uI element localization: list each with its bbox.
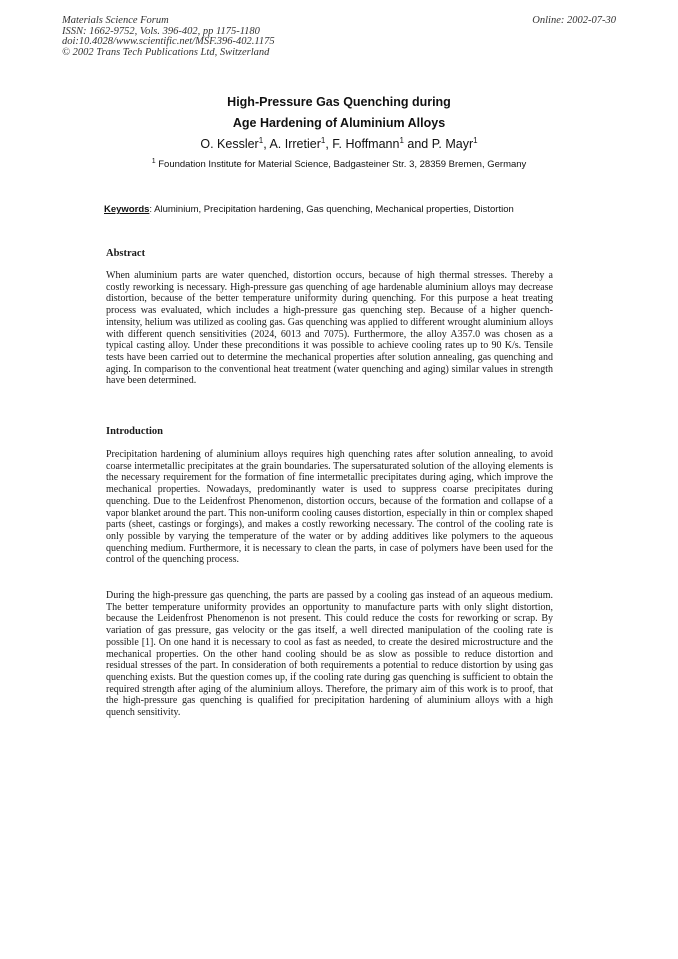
affiliation-text: Foundation Institute for Material Science, Badgasteiner Str. 3, 28359 Bremen, Germany	[155, 159, 527, 171]
abstract-heading: Abstract	[106, 248, 146, 259]
author-separator: ,	[325, 137, 333, 152]
author-name: P. Mayr	[431, 137, 474, 152]
author-list	[0, 136, 678, 151]
page-header	[62, 16, 616, 58]
author-separator: and	[403, 137, 432, 152]
affiliation	[0, 158, 678, 170]
keywords-text: Aluminium, Precipitation hardening, Gas quenching, Mechanical properties, Distortion	[152, 204, 514, 215]
paper-title	[0, 92, 678, 134]
affiliation-marker: 1	[151, 158, 156, 165]
affiliation-marker: 1	[258, 136, 264, 145]
affiliation-marker: 1	[320, 136, 326, 145]
affiliation-marker: 1	[399, 136, 404, 145]
keywords-label: Keywords	[104, 204, 150, 215]
issn-line: ISSN: 1662-9752, Vols. 396-402, pp 1175-1180	[62, 25, 260, 37]
author-name: F. Hoffmann	[332, 137, 400, 152]
keywords-line	[104, 204, 564, 215]
abstract-text: When aluminium parts are water quenched, distortion occurs, because of high thermal stresses. Thereby a costly reworking is necessary. High-pressure gas quenching of age hardenable aluminium alloys may decrease distortion, because of the better temperature uniformity during quenching. For this purpose a heat treating process was evaluated, which includes a high-pressure gas quenching step. Because of a higher quench-intensity, helium was utilized as cooling gas. Gas quenching was applied to different wrought aluminium alloys with different quench sensitivities (2024, 6013 and 7075). Furthermore, the alloy A357.0 was chosen as a typical casting alloy. Under these preconditions it was possible to achieve cooling rates up to 90 K/s. Tensile tests have been carried out to determine the mechanical properties after solution annealing, gas quenching and aging. In comparison to the conventional heat treatment (water quenching and aging) similar values in strength have been determined.	[106, 270, 553, 387]
introduction-heading: Introduction	[106, 426, 163, 437]
doi-line: doi:10.4028/www.scientific.net/MSF.396-402.1175	[62, 36, 275, 47]
affiliation-marker: 1	[473, 136, 478, 145]
title-line-1: High-Pressure Gas Quenching during	[227, 95, 451, 109]
introduction-paragraph: Precipitation hardening of aluminium alloys requires high quenching rates after solution annealing, to avoid coarse intermetallic precipitates at the grain boundaries. The supersaturated solution of the alloying elements is the necessary requirement for the formation of fine intermetallic precipitates during aging, which improve the mechanical properties. Nowadays, predominantly water is used to suppress coarse precipitates during quenching. Due to the Leidenfrost Phenomenon, distortion occurs, because of the formation and collapse of a vapor blanket around the part. This non-uniform cooling causes distortion, especially in thin or complex shaped parts (sheet, castings or forgings), and makes a costly reworking necessary. The control of the cooling rate is only possible by varying the temperature of the water or by adding additives like polymers to the aqueous quenching medium. Furthermore, it is necessary to clean the parts, in case of polymers have been used for the control of the quenching process.	[106, 449, 553, 566]
author-name: O. Kessler	[200, 137, 259, 152]
keywords-colon: :	[149, 204, 153, 215]
copyright-line: © 2002 Trans Tech Publications Ltd, Switzerland	[62, 46, 270, 58]
author-separator: ,	[263, 137, 270, 152]
online-date: Online: 2002-07-30	[532, 15, 616, 26]
introduction-paragraph: During the high-pressure gas quenching, the parts are passed by a cooling gas instead of an aqueous medium. The better temperature uniformity provides an opportunity to manufacture parts with only slight distortion, because the Leidenfrost Phenomenon is not present. This could reduce the costs for reworking or scrap. By variation of gas pressure, gas velocity or the gas itself, a well directed manipulation of the cooling rate is possible [1]. On one hand it is necessary to cool as fast as needed, to create the desired microstructure and the mechanical properties. On the other hand cooling should be as slow as possible to reduce distortion and residual stresses of the part. In consideration of both requirements a potential to reduce distortion by using gas quenching exists. But the question comes up, if the cooling rate during gas quenching is sufficient to obtain the required strength after aging of the aluminium alloys. Therefore, the primary aim of this work is to proof, that the high-pressure gas quenching is qualified for precipitation hardening of aluminium alloys with a high quench sensitivity.	[106, 590, 553, 719]
journal-name: Materials Science Forum	[62, 15, 169, 26]
title-line-2: Age Hardening of Aluminium Alloys	[232, 116, 446, 130]
author-name: A. Irretier	[269, 137, 321, 152]
